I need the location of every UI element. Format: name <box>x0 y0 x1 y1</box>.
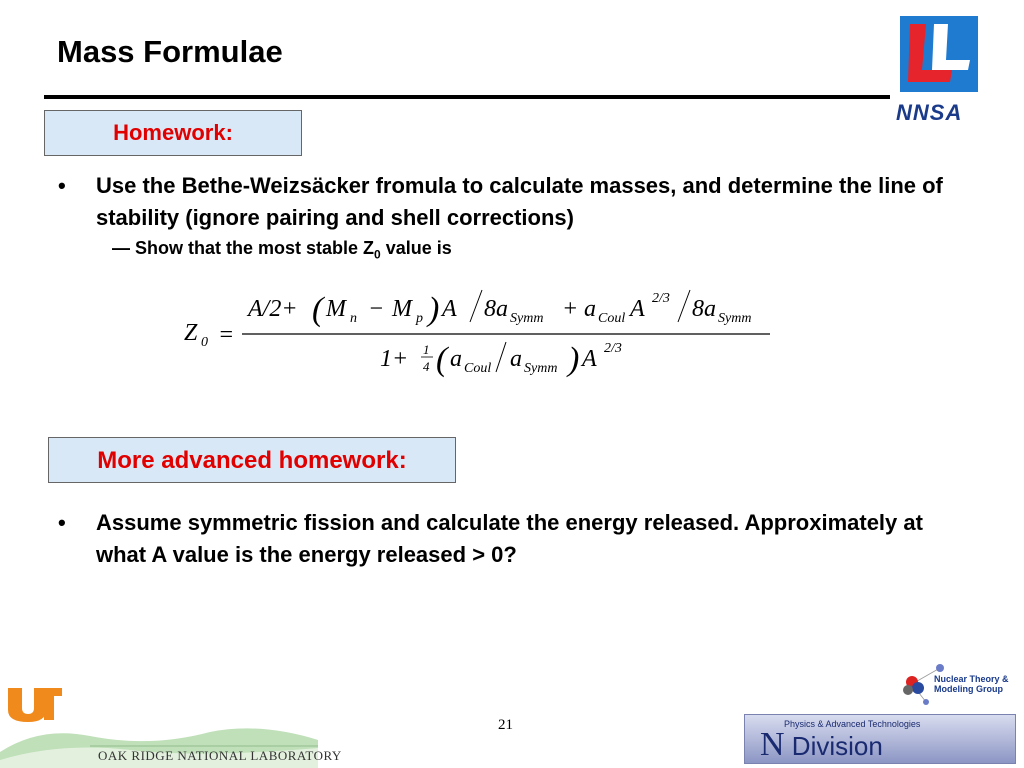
formula-lhs-sub: 0 <box>201 335 208 350</box>
num-plus: + <box>562 296 579 322</box>
ntmg-label <box>934 674 1009 694</box>
den-a: a <box>450 346 462 372</box>
num-m2: M <box>392 296 412 322</box>
num-p: p <box>416 311 423 326</box>
den-open-paren: ( <box>436 341 448 378</box>
ut-logo <box>6 684 64 724</box>
num-a2: A <box>630 296 645 322</box>
bullet-symmetric-fission <box>58 507 976 571</box>
den-four: 4 <box>423 359 430 374</box>
bullet-text: Use the Bethe-Weizsäcker fromula to calculate masses, and determine the line of stability (ignore pairing and shell corrections) <box>96 173 943 230</box>
num-symm: Symm <box>510 311 544 326</box>
num-minus: − <box>368 296 385 322</box>
page-number: 21 <box>498 717 513 733</box>
bullet-dot: • <box>58 510 66 535</box>
bullet-dot: • <box>58 173 66 198</box>
formula-lhs: Z <box>184 320 198 346</box>
den-symm: Symm <box>524 361 558 376</box>
den-a2: a <box>510 346 522 372</box>
sub-text-post: value is <box>380 238 452 258</box>
advanced-homework-box: More advanced homework: <box>48 437 456 483</box>
num-8a-2: 8a <box>692 296 716 322</box>
num-a-coul: a <box>584 296 596 322</box>
sub-text-subscript: 0 <box>374 247 381 262</box>
formula-equals: = <box>218 322 235 348</box>
num-slash <box>470 290 482 322</box>
den-exp: 2/3 <box>604 341 622 356</box>
num-8a: 8a <box>484 296 508 322</box>
bullet-bethe-weizsacker <box>58 170 976 234</box>
n-division-subtitle: Physics & Advanced Technologies <box>784 719 921 729</box>
sub-text-pre: Show that the most stable Z <box>135 238 375 258</box>
num-a-over-2: A/2+ <box>248 296 298 322</box>
z0-formula <box>180 280 780 390</box>
sub-dash: — <box>112 238 130 258</box>
den-close-paren: ) <box>568 341 580 378</box>
n-division-word: Division <box>791 731 883 761</box>
sub-bullet-stable-z <box>112 238 452 262</box>
bullet-text: Assume symmetric fission and calculate the energy released. Approximately at what A value is the energy released > 0? <box>96 510 923 567</box>
num-symm-2: Symm <box>718 311 752 326</box>
num-open-paren: ( <box>312 291 324 328</box>
num-slash-2 <box>678 290 690 322</box>
den-one: 1 <box>423 342 430 357</box>
ntmg-line2: Modeling Group <box>934 684 1003 694</box>
den-slash <box>496 342 506 372</box>
num-m: M <box>326 296 346 322</box>
ornl-label: OAK RIDGE NATIONAL LABORATORY <box>98 748 342 763</box>
n-division-title <box>760 726 883 764</box>
title-divider <box>44 95 890 99</box>
den-a3: A <box>582 346 597 372</box>
num-exp: 2/3 <box>652 291 670 306</box>
den-one-plus: 1+ <box>380 346 409 372</box>
num-coul: Coul <box>598 311 626 326</box>
num-a: A <box>442 296 457 322</box>
num-close-paren: ) <box>428 291 440 328</box>
num-n: n <box>350 311 357 326</box>
n-division-letter: N <box>760 726 785 763</box>
slide-title: Mass Formulae <box>57 34 283 69</box>
homework-box: Homework: <box>44 110 302 156</box>
nnsa-logo: NNSA <box>896 100 963 125</box>
den-coul: Coul <box>464 361 492 376</box>
llnl-logo <box>900 16 978 92</box>
ntmg-line1: Nuclear Theory & <box>934 674 1009 684</box>
